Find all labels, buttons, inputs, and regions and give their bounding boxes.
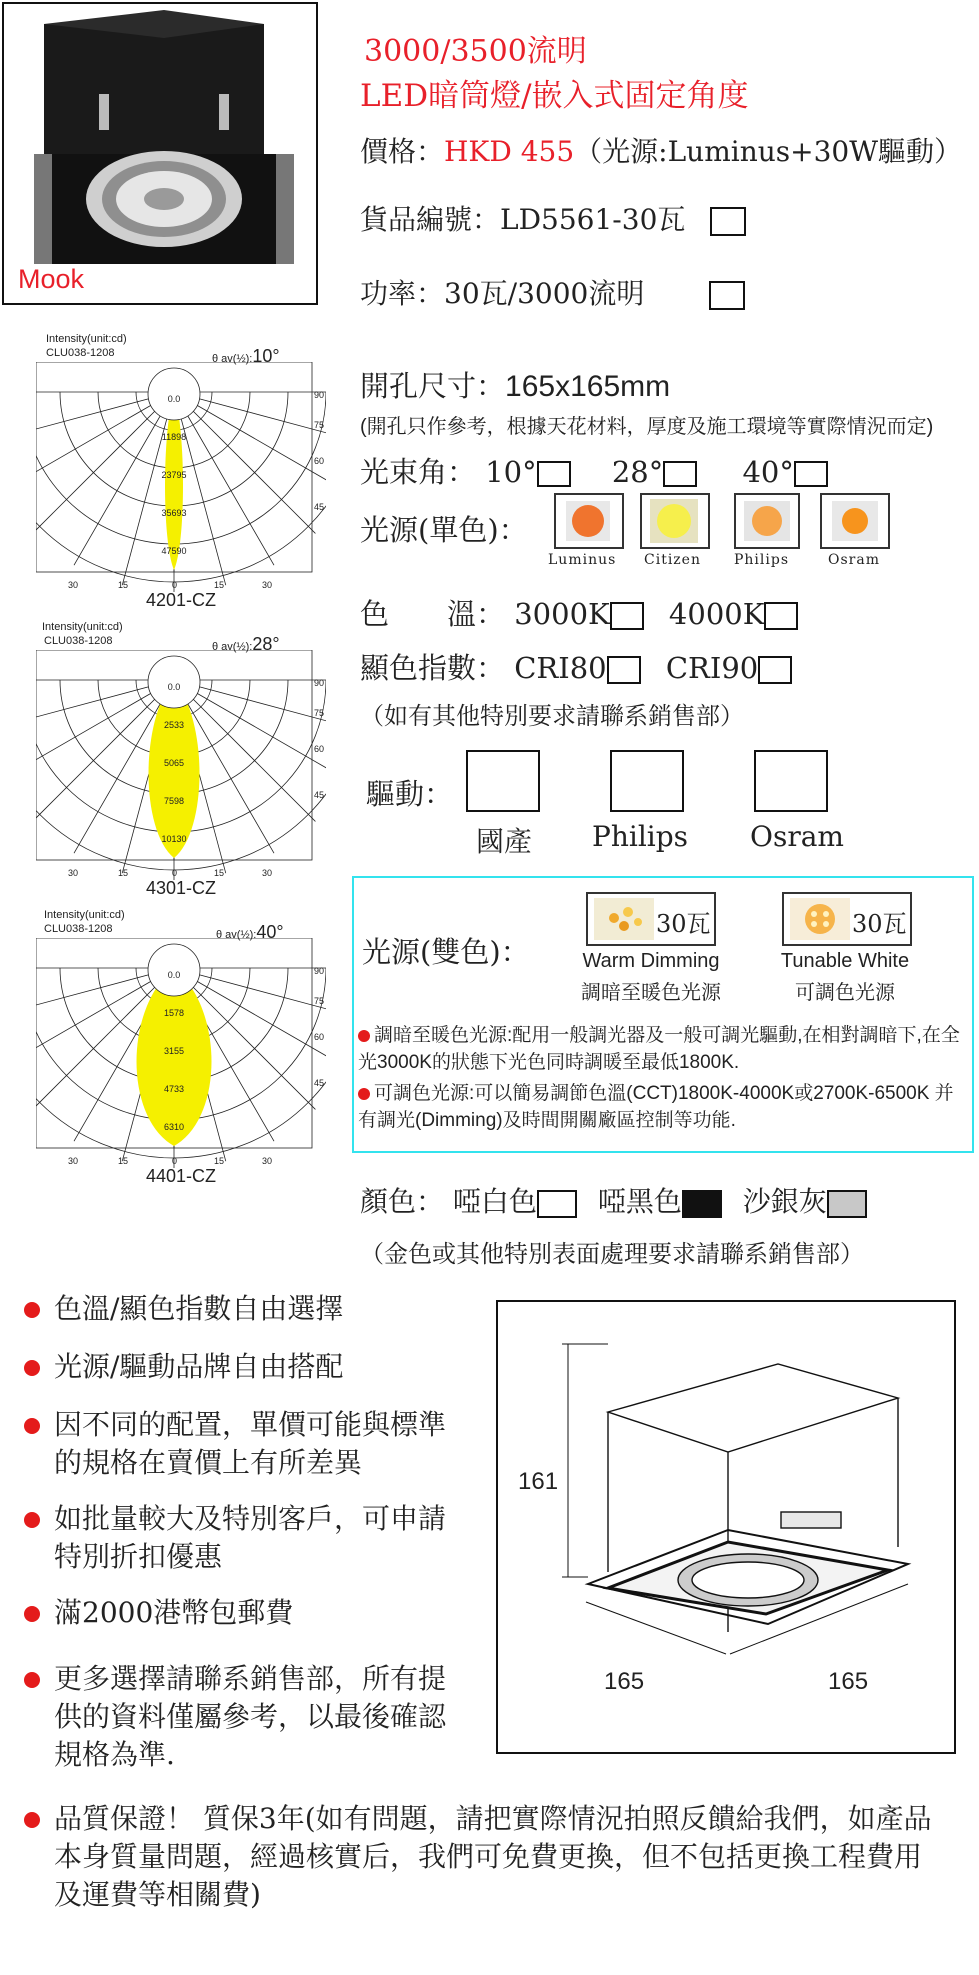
beam-angle-label: θ av(½):10° bbox=[212, 346, 280, 366]
power-spec: 功率：30瓦/3000流明 bbox=[360, 277, 645, 310]
side-tick-label: 60 bbox=[314, 1032, 325, 1042]
cutout-note: (開孔只作參考，根據天花材料，厚度及施工環境等實際情況而定) bbox=[360, 416, 934, 438]
model-label: CLU038-1208 bbox=[44, 923, 113, 935]
bottom-tick-label: 15 bbox=[214, 580, 225, 590]
citizen-led-icon bbox=[642, 495, 708, 547]
color-silver-swatch[interactable] bbox=[827, 1190, 867, 1218]
intensity-value: 2533 bbox=[163, 720, 185, 730]
warm-dimming-zh: 調暗至暖色光源 bbox=[581, 982, 721, 1004]
source-citizen-label: Citizen bbox=[644, 552, 701, 568]
bottom-tick-label: 15 bbox=[118, 868, 129, 878]
intensity-value: 5065 bbox=[163, 758, 185, 768]
chart-caption: 4301-CZ bbox=[145, 878, 217, 898]
side-tick-label: 90 bbox=[314, 966, 325, 976]
downlight-image bbox=[4, 4, 316, 303]
bullet-item-5: 滿2000港幣包郵費 bbox=[24, 1594, 464, 1632]
cutout-value: 165x165mm bbox=[505, 370, 671, 403]
driver-osram-checkbox[interactable] bbox=[754, 750, 828, 812]
intensity-value: 6310 bbox=[163, 1122, 185, 1132]
beam-option-10: 10° bbox=[485, 455, 570, 489]
color-black: 啞黑色 bbox=[598, 1185, 722, 1218]
cri-label: 顯色指數： bbox=[360, 651, 506, 685]
cct-3000: 3000K bbox=[514, 597, 643, 631]
beam-angle-label: θ av(½):40° bbox=[216, 922, 284, 942]
luminus-led-icon bbox=[556, 495, 622, 547]
cct-4000-checkbox[interactable] bbox=[764, 602, 798, 630]
bullet-icon bbox=[24, 1672, 40, 1688]
width-dimension-left: 165 bbox=[604, 1668, 645, 1695]
color-black-swatch[interactable] bbox=[682, 1190, 722, 1218]
side-tick-label: 45 bbox=[314, 790, 325, 800]
side-tick-label: 45 bbox=[314, 502, 325, 512]
tunable-white-note: 可調色光源:可以簡易調節色溫(CCT)1800K-4000K或2700K-6500K 并有調光(Dimming)及時間開關廠區控制等功能. bbox=[358, 1083, 954, 1131]
warm-dimming-watt: 30瓦 bbox=[656, 910, 711, 938]
chart-caption: 4401-CZ bbox=[145, 1166, 217, 1186]
source-philips-label: Philips bbox=[734, 552, 790, 568]
intensity-value: 0.0 bbox=[167, 394, 181, 404]
bottom-tick-label: 30 bbox=[262, 868, 273, 878]
intensity-value: 23795 bbox=[161, 470, 187, 480]
intensity-label: Intensity(unit:cd) bbox=[42, 621, 123, 633]
radial-line bbox=[174, 392, 315, 533]
product-code-row bbox=[360, 198, 746, 238]
driver-domestic-checkbox[interactable] bbox=[466, 750, 540, 812]
intensity-value: 1578 bbox=[163, 1008, 185, 1018]
side-tick-label: 90 bbox=[314, 678, 325, 688]
color-silver: 沙銀灰 bbox=[743, 1185, 867, 1218]
beam-angle-label: 光束角： bbox=[360, 455, 477, 489]
bullet-item-1: 色溫/顯色指數自由選擇 bbox=[24, 1290, 464, 1328]
bottom-tick-label: 0 bbox=[172, 1156, 178, 1166]
product-title-line1: 3000/3500流明 bbox=[364, 34, 587, 69]
dual-source-panel bbox=[352, 876, 974, 1153]
warranty-note: 品質保證！ 質保3年(如有問題，請把實際情況拍照反饋給我們，如產品本身質量問題，經過核實后，我們可免費更換，但不包括更換工程費用及運費等相關費) bbox=[24, 1800, 944, 1914]
polar-diagram bbox=[36, 362, 326, 602]
cct-row bbox=[360, 592, 798, 633]
cri-90: CRI90 bbox=[666, 651, 792, 685]
bottom-tick-label: 15 bbox=[214, 868, 225, 878]
bottom-tick-label: 15 bbox=[214, 1156, 225, 1166]
intensity-value: 11898 bbox=[161, 432, 187, 442]
cutout-label: 開孔尺寸： bbox=[360, 369, 506, 403]
product-photo bbox=[2, 2, 318, 305]
bottom-tick-label: 30 bbox=[68, 868, 79, 878]
note-bullet-icon bbox=[358, 1030, 370, 1042]
price-label: 價格： bbox=[360, 135, 445, 168]
cutout-row bbox=[360, 364, 670, 405]
side-tick-label: 60 bbox=[314, 456, 325, 466]
color-label: 顏色： bbox=[360, 1185, 445, 1218]
intensity-value: 47590 bbox=[161, 546, 187, 556]
cct-label: 色 溫： bbox=[360, 597, 506, 631]
price-row bbox=[360, 130, 962, 170]
polar-chart-1 bbox=[36, 328, 326, 628]
radial-line bbox=[174, 392, 274, 565]
warm-dimming-chip[interactable] bbox=[586, 892, 716, 946]
chart-caption: 4201-CZ bbox=[145, 590, 217, 610]
cri-row bbox=[360, 646, 792, 687]
power-row bbox=[360, 272, 745, 312]
color-white: 啞白色 bbox=[453, 1185, 577, 1218]
bullet-icon bbox=[24, 1360, 40, 1376]
cri-80: CRI80 bbox=[514, 651, 640, 685]
model-label: CLU038-1208 bbox=[44, 635, 113, 647]
height-dimension: 161 bbox=[518, 1468, 559, 1495]
side-tick-label: 45 bbox=[314, 1078, 325, 1088]
brand-label: Mook bbox=[18, 264, 85, 294]
note-bullet-icon bbox=[358, 1088, 370, 1100]
philips-led-icon bbox=[736, 495, 798, 547]
bullet-icon bbox=[24, 1302, 40, 1318]
price-note: （光源:Luminus+30W驅動） bbox=[574, 135, 963, 168]
driver-domestic-label: 國產 bbox=[476, 825, 533, 858]
bullet-icon bbox=[24, 1418, 40, 1434]
finish-note: （金色或其他特別表面處理要求請聯系銷售部） bbox=[360, 1240, 864, 1268]
cct-4000: 4000K bbox=[669, 597, 798, 631]
source-osram-chip[interactable] bbox=[820, 493, 890, 549]
width-dimension-right: 165 bbox=[828, 1668, 869, 1695]
driver-label: 驅動： bbox=[366, 777, 454, 811]
bottom-tick-label: 0 bbox=[172, 580, 178, 590]
bullet-item-3: 因不同的配置，單價可能與標準的規格在賣價上有所差異 bbox=[24, 1406, 474, 1482]
technical-drawing bbox=[496, 1300, 956, 1754]
product-title-line2: LED暗筒燈/嵌入式固定角度 bbox=[360, 78, 749, 114]
model-label: CLU038-1208 bbox=[46, 347, 115, 359]
tunable-white-led-icon bbox=[790, 898, 850, 940]
side-tick-label: 75 bbox=[314, 708, 325, 718]
cct-3000-checkbox[interactable] bbox=[610, 602, 644, 630]
source-citizen-chip[interactable] bbox=[640, 493, 710, 549]
intensity-value: 4733 bbox=[163, 1084, 185, 1094]
warm-dimming-en: Warm Dimming bbox=[582, 950, 720, 972]
price-value: HKD 455 bbox=[444, 135, 575, 168]
driver-philips-label: Philips bbox=[592, 820, 689, 853]
bullet-item-4: 如批量較大及特別客戶，可申請特別折扣優惠 bbox=[24, 1500, 464, 1576]
cri-80-checkbox[interactable] bbox=[607, 656, 641, 684]
source-luminus-chip[interactable] bbox=[554, 493, 624, 549]
source-luminus-label: Luminus bbox=[548, 552, 617, 568]
warm-dimming-led-icon bbox=[594, 898, 654, 940]
downlight-outline-drawing bbox=[498, 1302, 954, 1752]
beam-option-28: 28° bbox=[612, 455, 697, 489]
bottom-tick-label: 30 bbox=[68, 1156, 79, 1166]
bullet-icon bbox=[24, 1606, 40, 1622]
intensity-value: 3155 bbox=[163, 1046, 185, 1056]
bottom-tick-label: 15 bbox=[118, 580, 129, 590]
bullet-icon bbox=[24, 1812, 40, 1828]
bottom-tick-label: 30 bbox=[262, 1156, 273, 1166]
beam-40-checkbox[interactable] bbox=[794, 461, 828, 487]
beam-angle-row bbox=[360, 450, 828, 491]
warm-dimming-note: 調暗至暖色光源:配用一般調光器及一般可調光驅動,在相對調暗下,在全光3000K的狀態下光色同時調暖至最低1800K. bbox=[358, 1025, 960, 1073]
dual-source-label: 光源(雙色)： bbox=[362, 935, 530, 969]
polar-chart-2 bbox=[36, 616, 326, 916]
beam-28-checkbox[interactable] bbox=[663, 461, 697, 487]
beam-option-40: 40° bbox=[742, 455, 827, 489]
bullet-item-6: 更多選擇請聯系銷售部，所有提供的資料僅屬參考，以最後確認規格為準. bbox=[24, 1660, 464, 1774]
intensity-value: 10130 bbox=[161, 834, 187, 844]
bottom-tick-label: 15 bbox=[118, 1156, 129, 1166]
intensity-value: 0.0 bbox=[167, 682, 181, 692]
source-osram-label: Osram bbox=[828, 552, 880, 568]
bottom-tick-label: 0 bbox=[172, 868, 178, 878]
side-tick-label: 75 bbox=[314, 420, 325, 430]
special-request-note: （如有其他特別要求請聯系銷售部） bbox=[360, 702, 744, 730]
side-tick-label: 60 bbox=[314, 744, 325, 754]
radial-line bbox=[74, 392, 174, 565]
polar-chart-3 bbox=[36, 904, 326, 1204]
intensity-label: Intensity(unit:cd) bbox=[44, 909, 125, 921]
side-tick-label: 90 bbox=[314, 390, 325, 400]
bottom-tick-label: 30 bbox=[68, 580, 79, 590]
color-row bbox=[360, 1180, 867, 1220]
intensity-value: 0.0 bbox=[167, 970, 181, 980]
beam-10-checkbox[interactable] bbox=[537, 461, 571, 487]
source-mono-label: 光源(單色)： bbox=[360, 513, 528, 547]
osram-led-icon bbox=[822, 495, 888, 547]
polar-diagram bbox=[36, 938, 326, 1178]
driver-osram-label: Osram bbox=[750, 820, 844, 853]
side-tick-label: 75 bbox=[314, 996, 325, 1006]
color-white-swatch[interactable] bbox=[537, 1190, 577, 1218]
tunable-white-en: Tunable White bbox=[780, 950, 910, 972]
product-code: 貨品編號：LD5561-30瓦 bbox=[360, 203, 686, 236]
polar-diagram bbox=[36, 650, 326, 890]
tunable-white-zh: 可調色光源 bbox=[795, 982, 895, 1004]
power-checkbox[interactable] bbox=[709, 281, 745, 310]
bullet-item-2: 光源/驅動品牌自由搭配 bbox=[24, 1348, 464, 1386]
cri-90-checkbox[interactable] bbox=[758, 656, 792, 684]
bottom-tick-label: 30 bbox=[262, 580, 273, 590]
tunable-white-chip[interactable] bbox=[782, 892, 912, 946]
driver-philips-checkbox[interactable] bbox=[610, 750, 684, 812]
beam-angle-label: θ av(½):28° bbox=[212, 634, 280, 654]
source-philips-chip[interactable] bbox=[734, 493, 800, 549]
intensity-value: 7598 bbox=[163, 796, 185, 806]
bullet-icon bbox=[24, 1512, 40, 1528]
intensity-value: 35693 bbox=[161, 508, 187, 518]
tunable-white-watt: 30瓦 bbox=[852, 910, 907, 938]
product-code-checkbox[interactable] bbox=[710, 207, 746, 236]
intensity-label: Intensity(unit:cd) bbox=[46, 333, 127, 345]
